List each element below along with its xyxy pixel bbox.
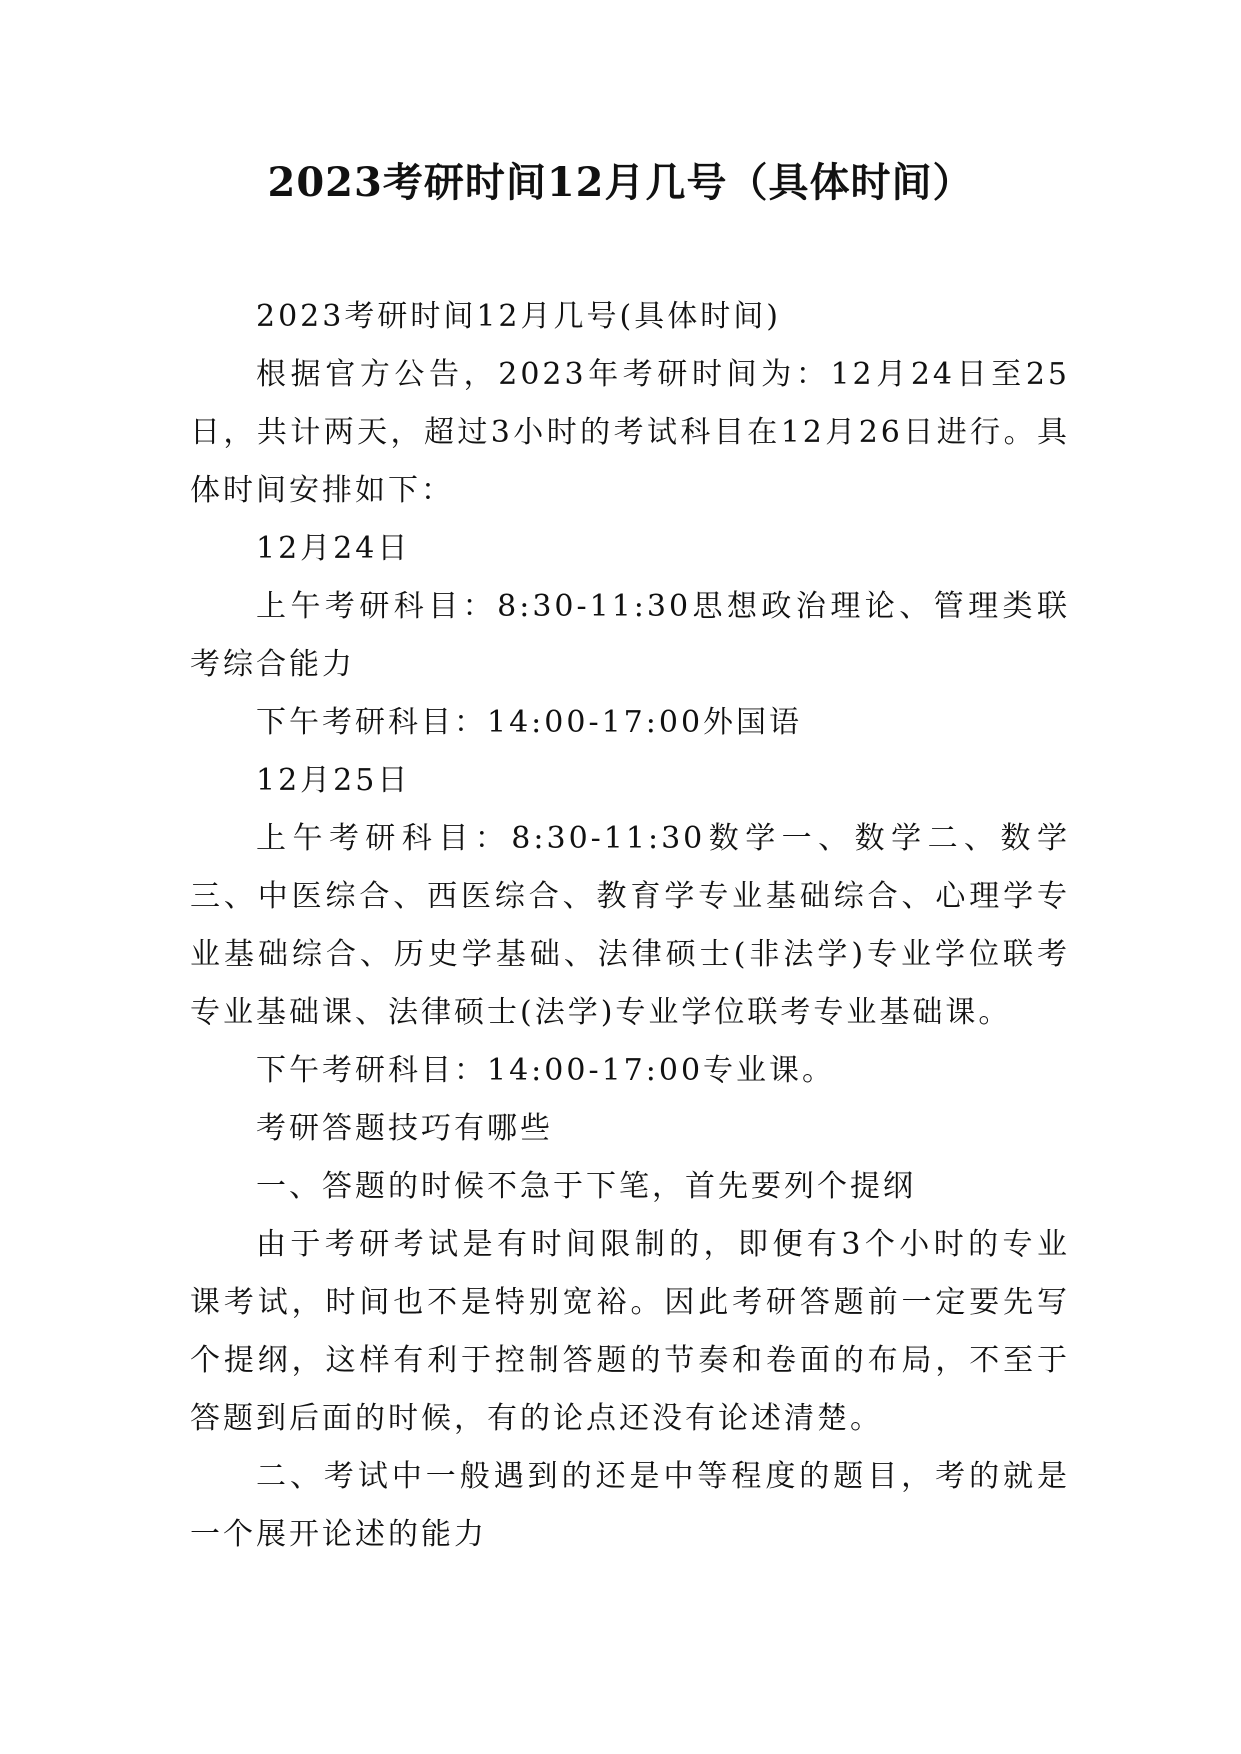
paragraph-subtitle: 2023考研时间12月几号(具体时间) — [256, 299, 781, 334]
paragraph-dec-24-morning: 上午考研科目：8:30-11:30思想政治理论、管理类联考综合能力 — [190, 589, 1070, 682]
paragraph-announcement: 根据官方公告，2023年考研时间为：12月24日至25日，共计两天，超过3小时的考试科目在12月26日进行。具体时间安排如下： — [190, 357, 1070, 508]
paragraph-dec-25-morning: 上午考研科目：8:30-11:30数学一、数学二、数学三、中医综合、西医综合、教育学专业基础综合、心理学专业基础综合、历史学基础、法律硕士(非法学)专业学位联考专业基础课、法律硕士(法学)专业学位联考专业基础课。 — [190, 821, 1070, 1030]
document-title: 2023考研时间12月几号（具体时间） — [267, 159, 974, 206]
paragraph-date-dec-25: 12月25日 — [256, 763, 411, 798]
paragraph-dec-25-afternoon: 下午考研科目：14:00-17:00专业课。 — [256, 1053, 836, 1088]
paragraph-date-dec-24: 12月24日 — [256, 531, 411, 566]
paragraph-tip-one: 一、答题的时候不急于下笔，首先要列个提纲 — [256, 1169, 916, 1204]
paragraph-tip-one-detail: 由于考研考试是有时间限制的，即便有3个小时的专业课考试，时间也不是特别宽裕。因此考研答题前一定要先写个提纲，这样有利于控制答题的节奏和卷面的布局，不至于答题到后面的时候，有的论点还没有论述清楚。 — [190, 1227, 1070, 1436]
document-body — [190, 288, 1070, 1564]
paragraph-dec-24-afternoon: 下午考研科目：14:00-17:00外国语 — [256, 705, 803, 740]
paragraph-tip-two: 二、考试中一般遇到的还是中等程度的题目，考的就是一个展开论述的能力 — [190, 1459, 1070, 1552]
paragraph-tips-heading: 考研答题技巧有哪些 — [256, 1111, 553, 1146]
